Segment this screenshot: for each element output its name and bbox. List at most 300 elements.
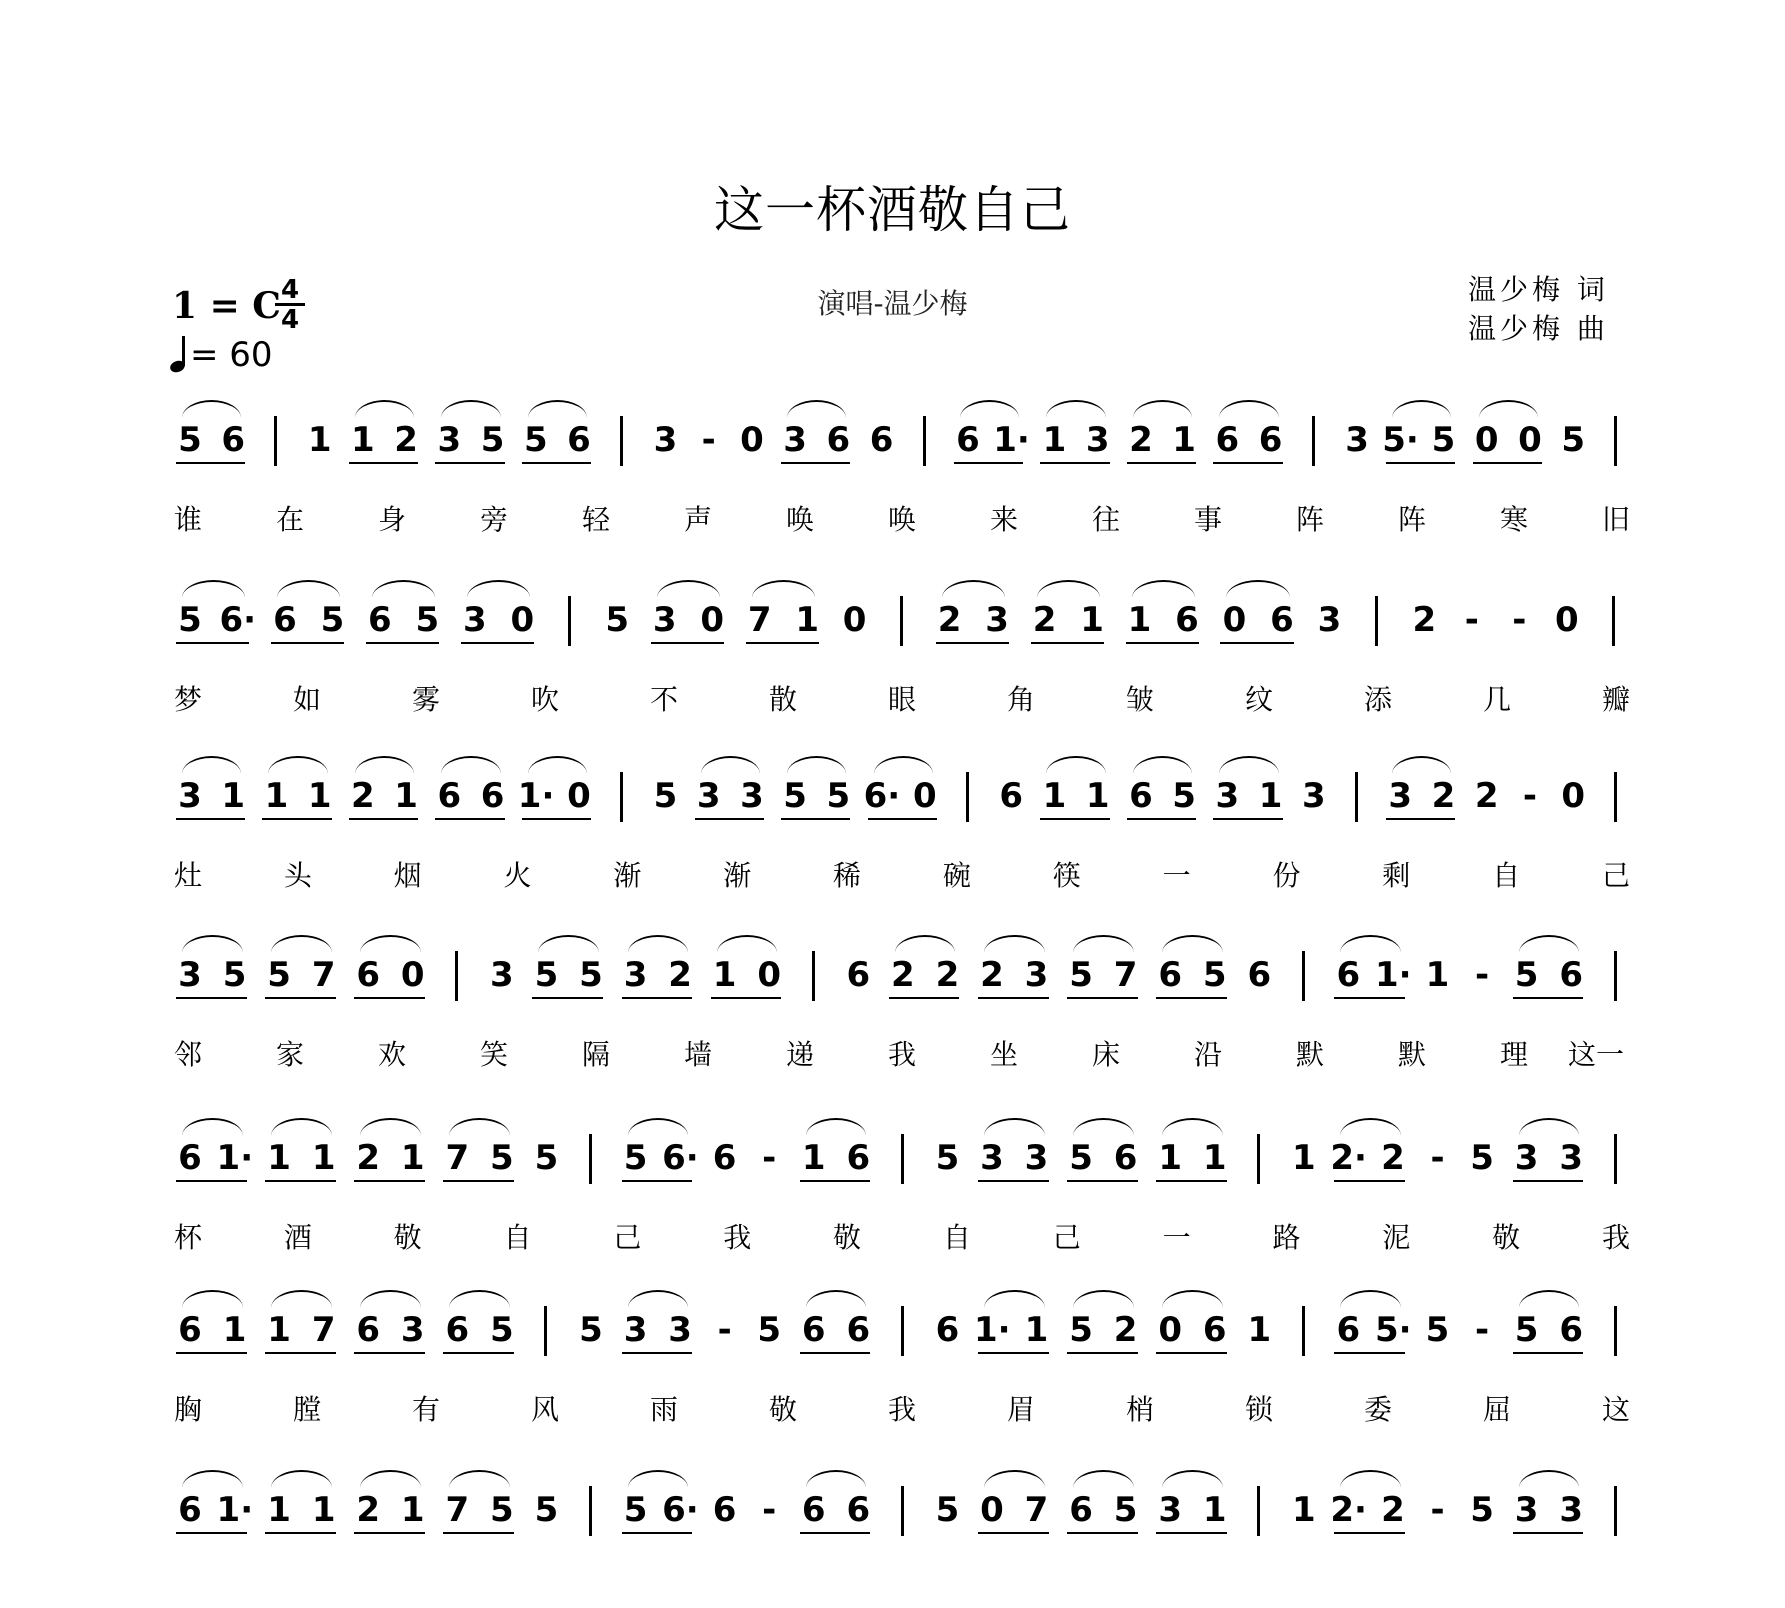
- beam-underline: [1156, 997, 1227, 999]
- slur: [628, 1118, 689, 1136]
- note: 3: [1024, 955, 1049, 995]
- beam-underline: [1040, 818, 1109, 820]
- beam-underline: [1334, 1180, 1405, 1182]
- note: 5: [480, 420, 505, 460]
- slur: [984, 935, 1045, 953]
- slur: [277, 580, 340, 598]
- note: -: [762, 1138, 777, 1178]
- lyric-char: 份: [1272, 859, 1301, 892]
- lyric-char: 火: [503, 859, 532, 892]
- note: 0: [980, 1490, 1004, 1530]
- note: 3: [1085, 420, 1110, 460]
- note: 2·: [1330, 1138, 1367, 1178]
- note: 3: [696, 776, 721, 816]
- beam-underline: [1220, 642, 1293, 644]
- slur: [1340, 1290, 1401, 1308]
- slur: [874, 756, 933, 774]
- lyric-char: 这: [1601, 1393, 1630, 1426]
- lyric-char: 我: [887, 1038, 916, 1071]
- time-signature-bottom: 4: [280, 305, 300, 335]
- slur: [1162, 1470, 1223, 1488]
- beam-underline: [1334, 997, 1405, 999]
- slur: [1340, 1470, 1401, 1488]
- slur: [1162, 1118, 1223, 1136]
- lyrics-line: [0, 1572, 1785, 1608]
- beam-underline: [435, 818, 504, 820]
- lyric-char: 笑: [479, 1038, 508, 1071]
- slur: [360, 935, 421, 953]
- slur: [1392, 400, 1451, 418]
- slur: [1037, 580, 1100, 598]
- beam-underline: [1156, 1532, 1227, 1534]
- beam-underline: [532, 997, 603, 999]
- note: 3: [653, 420, 678, 460]
- beam-underline: [1473, 462, 1542, 464]
- note: 2: [356, 1490, 381, 1530]
- lyric-char: 沿: [1193, 1038, 1222, 1071]
- note: 1: [795, 600, 819, 640]
- note: 3: [1345, 420, 1369, 460]
- note: 1: [1425, 955, 1450, 995]
- note: 6: [480, 776, 505, 816]
- lyric-char: 敬: [1492, 1221, 1521, 1254]
- lyric-char: 阵: [1397, 503, 1426, 536]
- beam-underline: [1334, 1532, 1405, 1534]
- slur: [360, 1118, 421, 1136]
- notes-line: [0, 1310, 1785, 1370]
- beam-underline: [1213, 818, 1282, 820]
- note: 6: [1270, 600, 1294, 640]
- note: 6·: [662, 1138, 699, 1178]
- note: 5: [1561, 420, 1585, 460]
- note: 6: [1336, 955, 1361, 995]
- slur: [182, 580, 245, 598]
- beam-underline: [435, 462, 504, 464]
- slur: [628, 935, 689, 953]
- note: 5: [1470, 1490, 1494, 1530]
- note: 6: [178, 1138, 202, 1178]
- note: 3: [1388, 776, 1413, 816]
- barline: [901, 1306, 904, 1356]
- note: 3: [623, 1310, 648, 1350]
- beam-underline: [176, 462, 245, 464]
- note: 5: [826, 776, 851, 816]
- beam-underline: [176, 1532, 247, 1534]
- beam-underline: [366, 642, 439, 644]
- lyric-char: 雨: [649, 1393, 678, 1426]
- lyric-char: 烟: [393, 859, 422, 892]
- lyrics-line: [0, 858, 1785, 894]
- note: 6: [1559, 955, 1583, 995]
- note: 6: [846, 955, 871, 995]
- beam-underline: [265, 1352, 336, 1354]
- beam-underline: [354, 1352, 425, 1354]
- note: 5: [534, 955, 559, 995]
- slur: [1073, 1290, 1134, 1308]
- lyric-char: 瓣: [1601, 683, 1630, 716]
- barline: [901, 1134, 904, 1184]
- lyric-char: 递: [785, 1038, 814, 1071]
- slur: [787, 400, 846, 418]
- note: 3: [783, 420, 807, 460]
- note: 5: [415, 600, 440, 640]
- note: 6: [1336, 1310, 1361, 1350]
- note: 7: [747, 600, 772, 640]
- slur: [355, 400, 414, 418]
- note: 2: [1381, 1490, 1405, 1530]
- lyric-char: 自: [1492, 859, 1521, 892]
- note: 3: [1158, 1490, 1182, 1530]
- slur: [182, 400, 241, 418]
- lyric-char: 风: [530, 1393, 559, 1426]
- note: -: [1430, 1490, 1445, 1530]
- note: 3: [1559, 1138, 1583, 1178]
- beam-underline: [800, 1180, 871, 1182]
- lyric-char: 坐: [989, 1038, 1018, 1071]
- slur: [717, 935, 778, 953]
- note: 6: [1202, 1310, 1227, 1350]
- beam-underline: [978, 1532, 1049, 1534]
- beam-underline: [176, 818, 245, 820]
- note: 5: [490, 1310, 514, 1350]
- note: 5: [490, 1138, 514, 1178]
- note: 7: [445, 1138, 470, 1178]
- note: 3: [463, 600, 487, 640]
- note: 3: [437, 420, 462, 460]
- beam-underline: [711, 997, 782, 999]
- lyric-char: 我: [723, 1221, 752, 1254]
- note: 1: [351, 420, 375, 460]
- lyric-char: 吹: [530, 683, 559, 716]
- slur: [360, 1290, 421, 1308]
- note: 3: [1024, 1138, 1049, 1178]
- beam-underline: [354, 997, 425, 999]
- beam-underline: [1213, 462, 1282, 464]
- note: -: [717, 1310, 732, 1350]
- slur: [1479, 400, 1538, 418]
- note: 3: [1301, 776, 1326, 816]
- note: 6: [801, 1310, 826, 1350]
- lyric-char: 有: [411, 1393, 440, 1426]
- slur: [628, 1290, 689, 1308]
- lyric-char: 唤: [887, 503, 916, 536]
- slur: [1219, 400, 1278, 418]
- slur: [1132, 580, 1195, 598]
- note: -: [701, 420, 716, 460]
- note: 6: [445, 1310, 470, 1350]
- barline: [1302, 1306, 1305, 1356]
- note: 0: [1554, 600, 1579, 640]
- slur: [182, 1290, 243, 1308]
- barline: [1614, 1486, 1617, 1536]
- note: 5: [783, 776, 807, 816]
- beam-underline: [889, 997, 960, 999]
- lyrics-line: [0, 1392, 1785, 1428]
- slur: [628, 1470, 689, 1488]
- slur: [1519, 1290, 1580, 1308]
- note: 1: [1292, 1138, 1316, 1178]
- note: 5: [1172, 776, 1196, 816]
- slur: [271, 1470, 332, 1488]
- lyric-char: 泥: [1382, 1221, 1411, 1254]
- lyric-char: 梢: [1125, 1393, 1154, 1426]
- note: 1: [307, 420, 332, 460]
- lyric-char: 唤: [785, 503, 814, 536]
- beam-underline: [443, 1180, 514, 1182]
- note: 5: [935, 1138, 960, 1178]
- lyrics-line: [0, 1220, 1785, 1256]
- lyric-char: 渐: [613, 859, 642, 892]
- lyric-char: 路: [1272, 1221, 1301, 1254]
- lyric-char: 默: [1295, 1038, 1324, 1071]
- note: 5·: [1374, 1310, 1412, 1350]
- note: 5: [320, 600, 345, 640]
- slur: [1219, 756, 1278, 774]
- beam-underline: [354, 1180, 425, 1182]
- note: 1·: [216, 1138, 254, 1178]
- slur: [1133, 756, 1192, 774]
- lyric-char: 头: [283, 859, 312, 892]
- note: -: [762, 1490, 777, 1530]
- lyric-char: 己: [1601, 859, 1630, 892]
- key-signature: 1 = C: [172, 285, 281, 327]
- beam-underline: [781, 818, 850, 820]
- slur: [895, 935, 956, 953]
- note: 6: [1158, 955, 1182, 995]
- beam-underline: [1067, 1180, 1138, 1182]
- lyric-char: 不: [649, 683, 678, 716]
- note: 5: [1514, 955, 1539, 995]
- lyricist-credit: 温少梅 词: [1468, 273, 1609, 306]
- beam-underline: [522, 818, 591, 820]
- lyric-char: 皱: [1125, 683, 1154, 716]
- barline: [1312, 416, 1315, 466]
- note: 1: [1042, 776, 1067, 816]
- composer-credit: 温少梅 曲: [1468, 312, 1609, 345]
- note: 5: [534, 1138, 559, 1178]
- lyric-char: 杯: [173, 1221, 202, 1254]
- note: 1·: [1374, 955, 1412, 995]
- beam-underline: [443, 1352, 514, 1354]
- note: 1: [1202, 1490, 1227, 1530]
- slur: [271, 1290, 332, 1308]
- note: 1·: [517, 776, 555, 816]
- beam-underline: [262, 818, 331, 820]
- beam-underline: [651, 642, 724, 644]
- slur: [701, 756, 760, 774]
- note: 6: [356, 1310, 381, 1350]
- note: 3: [490, 955, 514, 995]
- note: 2: [1113, 1310, 1138, 1350]
- lyric-char: 默: [1397, 1038, 1426, 1071]
- note: 6: [1175, 600, 1199, 640]
- notes-line: [0, 420, 1785, 480]
- beam-underline: [1067, 1532, 1138, 1534]
- slur: [182, 935, 243, 953]
- note: 5: [1113, 1490, 1138, 1530]
- beam-underline: [271, 642, 344, 644]
- note: 3: [1559, 1490, 1583, 1530]
- note: 6: [1129, 776, 1153, 816]
- slur: [1162, 1290, 1223, 1308]
- note: 2: [891, 955, 915, 995]
- beam-underline: [443, 1532, 514, 1534]
- barline: [1257, 1134, 1260, 1184]
- beam-underline: [1127, 462, 1196, 464]
- note: 1: [267, 1310, 291, 1350]
- beam-underline: [622, 997, 693, 999]
- lyric-char: 这一: [1567, 1038, 1624, 1071]
- lyric-char: 添: [1363, 683, 1392, 716]
- note: 3: [668, 1310, 692, 1350]
- note: -: [1430, 1138, 1445, 1178]
- notes-line: [0, 776, 1785, 836]
- barline: [589, 1486, 592, 1536]
- barline: [455, 951, 458, 1001]
- note: 1: [222, 1310, 247, 1350]
- note: 6: [935, 1310, 960, 1350]
- note: 3: [178, 955, 202, 995]
- note: 5: [579, 1310, 603, 1350]
- note: 6·: [219, 600, 257, 640]
- note: 5: [1470, 1138, 1494, 1178]
- quarter-note-icon: [170, 336, 188, 372]
- barline: [1614, 1306, 1617, 1356]
- note: 5: [222, 955, 247, 995]
- beam-underline: [176, 642, 249, 644]
- slur: [271, 935, 332, 953]
- note: 1: [307, 776, 332, 816]
- note: 1: [264, 776, 289, 816]
- slur: [449, 1470, 510, 1488]
- slur: [752, 580, 815, 598]
- slur: [806, 1470, 867, 1488]
- note: 2: [1474, 776, 1499, 816]
- note: 0: [757, 955, 782, 995]
- note: 6: [869, 420, 894, 460]
- lyric-char: 角: [1006, 683, 1035, 716]
- note: 3: [980, 1138, 1004, 1178]
- slur: [984, 1118, 1045, 1136]
- beam-underline: [349, 818, 418, 820]
- lyric-char: 梦: [173, 683, 202, 716]
- barline: [274, 416, 277, 466]
- beam-underline: [978, 1180, 1049, 1182]
- lyric-char: 如: [292, 683, 321, 716]
- slur: [467, 580, 530, 598]
- slur: [942, 580, 1005, 598]
- note: 6: [178, 1310, 202, 1350]
- barline: [1612, 596, 1615, 646]
- barline: [966, 772, 969, 822]
- beam-underline: [1067, 1352, 1138, 1354]
- lyric-char: 事: [1193, 503, 1222, 536]
- beam-underline: [1513, 1352, 1584, 1354]
- note: 6: [1247, 955, 1272, 995]
- slur: [1340, 935, 1401, 953]
- note: 6: [956, 420, 980, 460]
- barline: [1614, 772, 1617, 822]
- note: -: [1512, 600, 1527, 640]
- lyric-char: 酒: [283, 1221, 312, 1254]
- slur: [528, 400, 587, 418]
- lyric-char: 欢: [377, 1038, 406, 1071]
- slur: [1046, 756, 1105, 774]
- note: 3: [400, 1310, 425, 1350]
- barline: [620, 416, 623, 466]
- beam-underline: [1127, 818, 1196, 820]
- lyric-char: 阵: [1295, 503, 1324, 536]
- slur: [806, 1290, 867, 1308]
- note: 6: [221, 420, 246, 460]
- note: 5: [935, 1490, 960, 1530]
- lyric-char: 锁: [1244, 1393, 1273, 1426]
- note: 0: [700, 600, 725, 640]
- tempo-value: = 60: [190, 335, 273, 375]
- slur: [1073, 1118, 1134, 1136]
- beam-underline: [1513, 1180, 1584, 1182]
- note: 3: [623, 955, 648, 995]
- slur: [372, 580, 435, 598]
- note: 5: [605, 600, 630, 640]
- beam-underline: [1040, 462, 1109, 464]
- note: 7: [311, 955, 336, 995]
- note: 5: [757, 1310, 782, 1350]
- note: 2: [1431, 776, 1456, 816]
- beam-underline: [1513, 997, 1584, 999]
- beam-underline: [349, 462, 418, 464]
- barline: [1302, 951, 1305, 1001]
- note: 6: [1258, 420, 1283, 460]
- beam-underline: [265, 1180, 336, 1182]
- note: 2: [351, 776, 375, 816]
- lyric-char: 一: [1162, 859, 1191, 892]
- slur: [1519, 1118, 1580, 1136]
- slur: [182, 1470, 243, 1488]
- note: 2: [356, 1138, 381, 1178]
- note: 2: [935, 955, 960, 995]
- song-title: 这一杯酒敬自己: [714, 181, 1071, 239]
- note: 1: [311, 1138, 336, 1178]
- note: 3: [178, 776, 202, 816]
- note: 2·: [1330, 1490, 1367, 1530]
- tempo-marking: [170, 335, 273, 375]
- note: 5·: [1382, 420, 1419, 460]
- barline: [812, 951, 815, 1001]
- note: 6: [1113, 1138, 1138, 1178]
- lyric-char: 剩: [1382, 859, 1411, 892]
- note: 1: [400, 1490, 425, 1530]
- note: 1: [400, 1138, 425, 1178]
- lyric-char: 床: [1091, 1038, 1120, 1071]
- lyric-char: 邻: [173, 1038, 202, 1071]
- time-signature-top: 4: [280, 275, 300, 305]
- lyric-char: 来: [989, 503, 1018, 536]
- note: 2: [668, 955, 692, 995]
- beam-underline: [1156, 1180, 1227, 1182]
- barline: [1375, 596, 1378, 646]
- note: 1: [221, 776, 246, 816]
- lyric-char: 墙: [683, 1038, 712, 1071]
- note: 3: [1514, 1138, 1539, 1178]
- note: 1: [1127, 600, 1152, 640]
- note: 6: [826, 420, 851, 460]
- note: 2: [394, 420, 418, 460]
- note: 3: [652, 600, 677, 640]
- slur: [182, 1118, 243, 1136]
- lyric-char: 敬: [768, 1393, 797, 1426]
- lyric-char: 灶: [173, 859, 202, 892]
